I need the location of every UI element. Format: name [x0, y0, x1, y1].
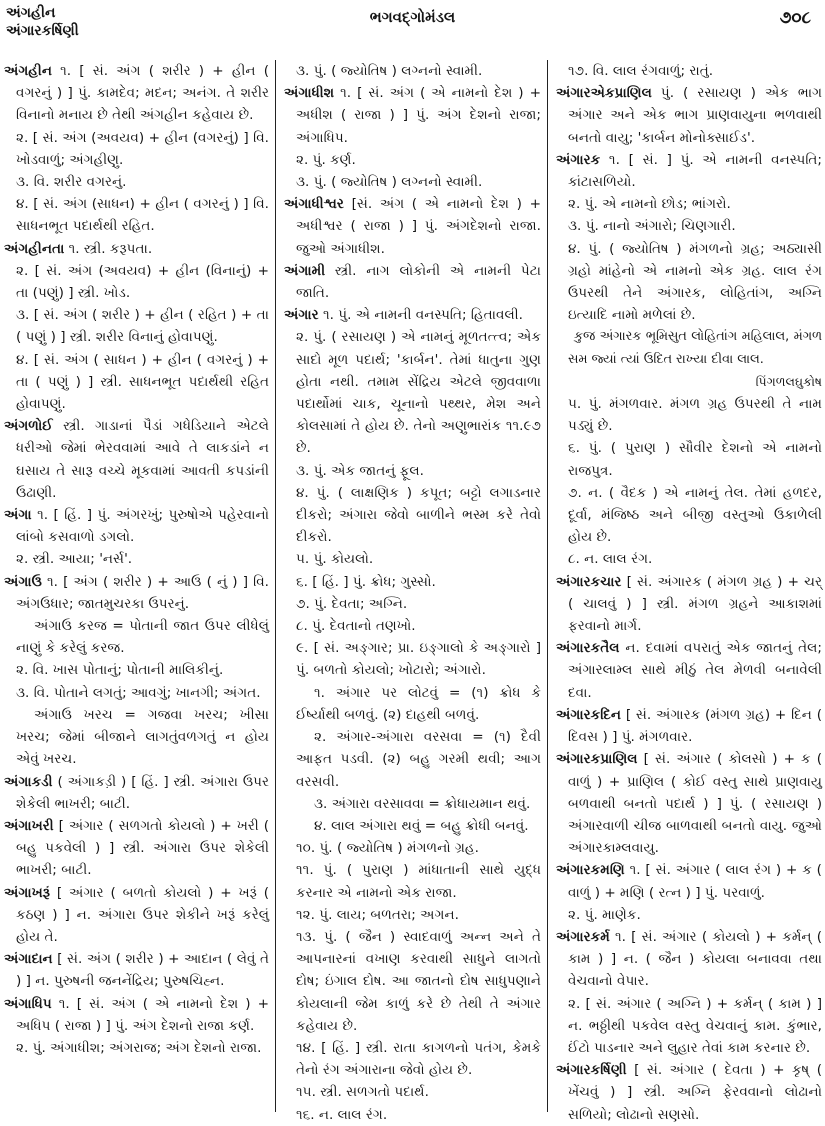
sense-definition	[4, 260, 269, 304]
definition-text: ૪. પું. ( જ્યોતિષ ) મંગળનો ગ્રહ; અઠ્યાસી ગ્રહો માંહેનો એ નામનો એક ગ્રહ. લાલ રંગ ઉપરથી તેને અંગારક, લોહિતાંગ, અગ્નિ ઇત્યાદિ નામો મળેલાં છે.	[568, 240, 822, 324]
dictionary-entry	[4, 415, 269, 504]
dictionary-entry	[4, 238, 269, 260]
sense-definition	[556, 60, 822, 82]
definition-text: ૭. પું. દેવતા; અગ્નિ.	[296, 595, 408, 612]
idiom-example	[284, 793, 541, 815]
definition-text: ( અંગાકડ઼ી ) [ હિં. ] સ્ત્રી. અંગારા ઉપર શેકેલી ભાખરી; બાટી.	[16, 773, 269, 812]
definition-text: ૪. પું. ( લાક્ષણિક ) કપૂત; બટ્ટો લગાડનાર દીકરો; અંગારા જેવો બાળીને ભસ્મ કરે તેવો દીકરો.	[296, 484, 541, 546]
dictionary-columns	[4, 60, 823, 1123]
definition-text: ૧. [ હિં. ] પું. અંગરખું; પુરુષોએ પહેરવાનો લાંબો કસવાળો ડગલો.	[16, 507, 269, 546]
definition-text: ૧૩. પું. ( જૈન ) સ્વાદવાળું અન્ન અને તે આપનારનાં વખાણ કરવાથી સાધુને લાગતો દોષ; ઇંગાલ દોષ. આ જાતનો દોષ સાધુપણાને કોયલાની જેમ કાળું કરે છે તેથી તે અંગાર કહેવાય છે.	[296, 928, 541, 1034]
headword: અંગારકમણિ	[556, 862, 625, 879]
sense-definition	[284, 571, 541, 593]
definition-text: કુજ અંગારક ભૂમિસુત લોહિતાંગ મહિલાલ, મંગળ સમ જ્યાં ત્યાં ઉદિત રાખ્યા દીવા લાલ.	[568, 329, 822, 367]
definition-text: ૪. [ સં. અંગ (સાધન) + હીન ( વગરનું ) ] વિ. સાધનભૂત પદાર્થથી રહિત.	[16, 196, 269, 235]
headword: અંગારકતૈલ	[556, 640, 620, 657]
headword: અંગાખરી	[4, 817, 54, 834]
definition-text: ૩. [ સં. અંગ ( શરીર ) + હીન ( રહિત ) + તા ( પણું ) ] સ્ત્રી. શરીર વિનાનું હોવાપણું.	[16, 307, 269, 346]
dictionary-entry	[284, 193, 541, 260]
definition-text: ૧. [ સં. અંગ ( એ નામનો દેશ ) + અધિપ ( રાજા ) ] પું. અંગ દેશનો રાજા કર્ણ.	[16, 995, 269, 1034]
definition-text: ૯. [ સં. અઙ્ગાર; પ્રા. ઇઙ્ગાલો કે અઙ્ગારો ] પું. બળતો કોયલો; ખોટારો; અંગારો.	[296, 640, 541, 679]
dictionary-entry	[556, 571, 822, 638]
quote-verse	[556, 326, 822, 370]
sense-definition	[284, 615, 541, 637]
sense-definition	[4, 682, 269, 704]
dictionary-entry	[556, 1059, 822, 1126]
sense-definition	[4, 548, 269, 570]
headword: અંગાકડી	[4, 773, 53, 790]
headword: અંગાધીશ્વર	[284, 196, 344, 213]
definition-text: ૫. પું. મંગળવાર. મંગળ ગ્રહ ઉપરથી તે નામ પડ્યું છે.	[568, 396, 822, 435]
dictionary-entry	[556, 926, 822, 993]
sense-definition	[284, 60, 541, 82]
sense-definition	[284, 904, 541, 926]
definition-text: ૧૨. પું. લાય; બળતરા; અગન.	[296, 906, 459, 923]
definition-text: ૮. ન. લાલ રંગ.	[568, 551, 653, 568]
headword: અંગાર	[284, 307, 319, 324]
dictionary-entry	[284, 82, 541, 149]
definition-text: સ્ત્રી. નાગ લોકોની એ નામની પેટા જાતિ.	[296, 262, 541, 302]
sense-definition	[4, 1037, 269, 1059]
dictionary-entry	[4, 882, 269, 949]
definition-text: ૧૦. પું. ( જ્યોતિષ ) મંગળનો ગ્રહ.	[296, 840, 479, 857]
definition-text: ૧૧. પું. ( પુરાણ ) માંધાતાની સાથે યુદ્ધ કરનાર એ નામનો એક રાજા.	[296, 862, 541, 901]
sense-definition	[284, 1104, 541, 1126]
definition-text: ૧. [ અંગ ( શરીર ) + આઉ ( નું ) ] વિ. અંગઉધાર; જાતમુચરકા ઉપરનું.	[16, 573, 269, 612]
headword: અંગારક	[556, 151, 601, 168]
dictionary-entry	[4, 815, 269, 882]
guide-word-first: અંગહીન	[6, 5, 56, 21]
dictionary-entry	[284, 304, 541, 326]
definition-text: [સં. અંગ ( એ નામનો દેશ ) + અધીશ્વર ( રાજા ) ] પું. અંગદેશનો રાજા. જુઓ અંગાધીશ.	[296, 196, 541, 257]
definition-text: [ સં. અંગારક (મંગળ ગ્રહ) + દિન ( દિવસ ) ] પું. મંગળવાર.	[568, 706, 822, 746]
headword: અંગારએકપ્રાણિલ	[556, 85, 652, 102]
headword: અંગાધિપ	[4, 995, 52, 1012]
definition-text: ૪. લાલ અંગારા થવું = બહુ ક્રોધી બનવું.	[314, 817, 529, 834]
definition-text: અંગાઉ ખરચ = ગજવા ખરચ; ખીસા ખરચ; જેમાં બીજાને લાગતુંવળગતું ન હોય એવું ખરચ.	[16, 706, 269, 768]
definition-text: ૧. [ સં. ] પું. એ નામની વનસ્પતિ; કાંટાસળિયો.	[568, 151, 822, 191]
definition-text: [ અંગાર ( સળગતો કોયલો ) + ખરી ( બહુ પકવેલી ) ] સ્ત્રી. અંગારા ઉપર શેકેલી ભાખરી; બાટી.	[16, 817, 269, 879]
definition-text: પું. ( રસાયણ ) એક ભાગ અંગાર અને એક ભાગ પ્રાણવાયુના ભળવાથી બનતો વાયુ; 'કાર્બન મોનોક્સાઈડ'.	[568, 85, 822, 146]
definition-text: [ સં. અંગાર ( દેવતા ) + કૃષ્ ( ખેંચવું ) ] સ્ત્રી. અગ્નિ ફેરવવાનો લોઢાનો સળિયો; લોઢાનો સણસો.	[568, 1062, 822, 1123]
dictionary-entry	[556, 637, 822, 704]
sense-definition	[284, 149, 541, 171]
headword: અંગળોઈ	[4, 418, 53, 435]
definition-text: ૧. [ સં. અંગ ( શરીર ) + હીન ( વગરનું ) ] પું. કામદેવ; મદન; અનંગ. તે શરીર વિનાનો મનાય છે તેથી અંગહીન કહેવાય છે.	[16, 63, 269, 124]
dictionary-entry	[4, 60, 269, 127]
sense-definition	[556, 482, 822, 549]
sense-definition	[4, 127, 269, 171]
definition-text: ૨. [ સં. અંગાર ( અગ્નિ ) + કર્મન્ ( કામ ) ] ન. ભઠ્ઠીથી પકવેલ વસ્તુ વેચવાનું કામ. કુંભાર, ઈંટો પાડનાર અને લુહાર તેવાં કામ કરનાર છે.	[568, 995, 822, 1056]
headword: અંગામી	[284, 262, 326, 279]
sense-definition	[556, 215, 822, 237]
definition-text: ન. દવામાં વપરાતું એક જાતનું તેલ; અંગારલામ્લ સાથે મીઠું તેલ મેળવી બનાવેલી દવા.	[568, 640, 822, 701]
headword: અંગારકપ્રાણિલ	[556, 751, 638, 768]
dictionary-entry	[4, 504, 269, 548]
sense-definition	[4, 659, 269, 681]
definition-text: પિંગળલઘુકોષ	[755, 373, 822, 389]
sense-definition	[284, 1081, 541, 1103]
idiom-example	[4, 704, 269, 771]
sense-definition	[284, 926, 541, 1037]
sense-definition	[284, 593, 541, 615]
definition-text: ૬. પું. ( પુરાણ ) સૌવીર દેશનો એ નામનો રાજપુત્ર.	[568, 440, 822, 479]
dictionary-entry	[556, 704, 822, 748]
definition-text: ૨. પું. અંગાધીશ; અંગરાજ; અંગ દેશનો રાજા.	[16, 1039, 262, 1056]
definition-text: ૧. સ્ત્રી. કરૂપતા.	[68, 240, 153, 257]
definition-text: ૩. વિ. શરીર વગરનું.	[16, 174, 127, 191]
headword: અંગા	[4, 507, 32, 524]
sense-definition	[4, 304, 269, 348]
definition-text: ૩. પું. એક જાતનું ફૂલ.	[296, 462, 424, 479]
sense-definition	[284, 837, 541, 859]
definition-text: ૩. પું. ( જ્યોતિષ ) લગ્નનો સ્વામી.	[296, 174, 483, 191]
definition-text: ૨. પું. માણેક.	[568, 906, 641, 923]
headword: અંગાખરૂં	[4, 884, 51, 901]
sense-definition	[284, 482, 541, 549]
column-3	[548, 60, 823, 1123]
definition-text: ૬. [ હિં. ] પું. ક્રોધ; ગુસ્સો.	[296, 573, 436, 590]
definition-text: ૩. પું. ( જ્યોતિષ ) લગ્નનો સ્વામી.	[296, 63, 483, 79]
definition-text: [ સં. અંગારક ( મંગળ ગ્રહ ) + ચર્ ( ચાલવું ) ] સ્ત્રી. મંગળ ગ્રહને આકાશમાં ફરવાનો માર્ગ.	[568, 573, 822, 635]
definition-text: ૧૫. સ્ત્રી. સળગતો પદાર્થ.	[296, 1084, 429, 1101]
sense-definition	[556, 393, 822, 437]
definition-text: ૨. પું. એ નામનો છોડ; ભાંગરો.	[568, 196, 731, 213]
definition-text: ૧૬. ન. લાલ રંગ.	[296, 1106, 388, 1123]
definition-text: ૨. [ સં. અંગ (અવયવ) + હીન (વગરનું) ] વિ. ખોડવાળું; અંગહીણુ.	[16, 129, 269, 168]
dictionary-entry	[284, 260, 541, 304]
definition-text: ૧. [ સં. અંગ ( એ નામનો દેશ ) + અધીશ ( રાજા ) ] પું. અંગ દેશનો રાજા; અંગાધિપ.	[296, 85, 541, 146]
definition-text: ૧૭. વિ. લાલ રંગવાળું; રાતું.	[568, 63, 714, 79]
dictionary-entry	[4, 571, 269, 615]
definition-text: ૨. અંગાર-અંગારા વરસવા = (૧) દૈવી આફત પડવી. (૨) બહુ ગરમી થવી; આગ વરસવી.	[296, 729, 541, 790]
sense-definition	[284, 859, 541, 903]
definition-text: ૧. [ સં. અંગાર ( લાલ રંગ ) + ક ( વાળું ) + મણિ ( રત્ન ) ] પું. પરવાળું.	[568, 862, 822, 901]
headword: અંગારકચાર	[556, 573, 622, 590]
sense-definition	[556, 548, 822, 570]
dictionary-entry	[556, 82, 822, 149]
dictionary-entry	[556, 748, 822, 859]
dictionary-entry	[4, 771, 269, 815]
headword: અંગાઉ	[4, 573, 42, 590]
definition-text: [ અંગાર ( બળતો કોયલો ) + ખરૂં ( કઠણ ) ] ન. અંગારા ઉપર શેકીને ખરૂં કરેલું હોય તે.	[16, 884, 270, 945]
definition-text: ૧. પું. એ નામની વનસ્પતિ; હિતાવલી.	[322, 307, 523, 324]
definition-text: ૫. પું. કોયલો.	[296, 551, 374, 568]
definition-text: ૨. [ સં. અંગ (અવયવ) + હીન (વિનાનું) + તા (પણું) ] સ્ત્રી. ખોડ.	[16, 262, 269, 302]
definition-text: ૨. પું. કર્ણ.	[296, 151, 356, 168]
column-2	[276, 60, 548, 1123]
dictionary-entry	[4, 948, 269, 992]
definition-text: ૭. ન. ( વૈદક ) એ નામનું તેલ. તેમાં હળદર, દૂર્વા, મંજિષ્ઠ અને બીજી વસ્તુઓ ઉકાળેલી હોય છે.	[568, 484, 822, 546]
dictionary-entry	[556, 149, 822, 193]
headword: અંગહીન	[4, 63, 52, 79]
idiom-example	[4, 615, 269, 659]
definition-text: ૩. પું. નાનો અંગારો; ચિણગારી.	[568, 218, 736, 235]
definition-text: ૨. પું. ( રસાયણ ) એ નામનું મૂળતત્ત્વ; એક સાદો મૂળ પદાર્થ; 'કાર્બન'. તેમાં ધાતુના ગુણ હોતા નથી. તમામ સેંદ્રિય એટલે જીવવાળા પદાર્થોમાં ચાક, ચૂનાનો પથ્થર, મેશ અને કોલસામાં તે હોય છે. તેનો અણુભારાંક ૧૧.૯૭ છે.	[296, 329, 541, 457]
dictionary-entry	[556, 859, 822, 903]
definition-text: ૨. સ્ત્રી. આયા; 'નર્સ'.	[16, 551, 133, 568]
sense-definition	[556, 437, 822, 481]
definition-text: અંગાઉ કરજ = પોતાની જાત ઉપર લીધેલું નાણું કે કરેલું કરજ.	[16, 618, 269, 657]
guide-word-last: અંગારકર્ષિણી	[6, 23, 79, 39]
definition-text: ૪. [ સં. અંગ ( સાધન ) + હીન ( વગરનું ) + તા ( પણું ) ] સ્ત્રી. સાધનભૂત પદાર્થથી રહિત હોવાપણું.	[16, 351, 269, 413]
idiom-example	[284, 682, 541, 726]
idiom-example	[284, 726, 541, 793]
definition-text: [ સં. અંગાર ( કોલસો ) + ક ( વાળું ) + પ્રાણિલ ( કોઈ વસ્તુ સાથે પ્રાણવાયુ બળવાથી બનતો પદાર્થ ) ] પું. ( રસાયણ ) અંગારવાળી ચીજ બાળવાથી બનતો વાયુ. જુઓ અંગારકામ્લવાયુ.	[568, 751, 823, 857]
sense-definition	[284, 326, 541, 459]
sense-definition	[4, 349, 269, 416]
definition-text: ૧. [ સં. અંગાર ( કોયલો ) + કર્મન્ ( કામ ) ] ન. ( જૈન ) કોયલા બનાવવા તથા વેચવાનો વેપાર.	[568, 928, 822, 990]
quote-source	[556, 371, 822, 393]
definition-text: ૧. અંગાર પર લોટવું = (૧) ક્રોધ કે ઈર્ષ્યાથી બળવું. (૨) દાહથી બળવું.	[296, 684, 541, 723]
headword: અંગાદાન	[4, 951, 53, 968]
headword: અંગારકર્ષિણી	[556, 1062, 627, 1079]
sense-definition	[284, 1037, 541, 1081]
definition-text: ૩. વિ. પોતાને લગતું; આવગું; ખાનગી; અંગત.	[16, 684, 261, 701]
sense-definition	[556, 904, 822, 926]
page-number: ૭૦૮	[779, 8, 811, 28]
headword: અંગારકર્મ	[556, 928, 610, 945]
idiom-example	[284, 815, 541, 837]
definition-text: સ્ત્રી. ગાડાનાં પૈડાં ગધેડિયાને એટલે ધરીઓ જેમાં ભેરવવામાં આવે તે લાકડાંને ન ઘસાય તે સારૂ વચ્ચે મૂકવામાં આવતી કપડાંની ઉઢાણી.	[16, 418, 269, 501]
definition-text: ૩. અંગારા વરસાવવા = ક્રોધાયમાન થવું.	[314, 795, 531, 812]
definition-text: ૮. પું. દેવતાનો તણખો.	[296, 618, 416, 635]
sense-definition	[4, 193, 269, 237]
page-title: ભગવદ્ગોમંડલ	[369, 8, 456, 26]
sense-definition	[556, 193, 822, 215]
headword: અંગાધીશ	[284, 85, 335, 102]
column-1	[4, 60, 276, 1112]
sense-definition	[284, 548, 541, 570]
sense-definition	[284, 637, 541, 681]
headword: અંગહીનતા	[4, 240, 65, 257]
sense-definition	[284, 171, 541, 193]
definition-text: ૨. વિ. ખાસ પોતાનું; પોતાની માલિકીનું.	[16, 662, 224, 679]
definition-text: ૧૪. [ હિં. ] સ્ત્રી. રાતા કાગળનો પતંગ, કેમકે તેનો રંગ અંગારાના જેવો હોય છે.	[296, 1039, 541, 1079]
dictionary-entry	[4, 993, 269, 1037]
sense-definition	[556, 993, 822, 1060]
sense-definition	[284, 460, 541, 482]
definition-text: [ સં. અંગ ( શરીર ) + આદાન ( લેવું તે ) ] ન. પુરુષની જનનેંદ્રિય; પુરુષચિહ્ન.	[16, 951, 269, 990]
sense-definition	[556, 238, 822, 327]
sense-definition	[4, 171, 269, 193]
headword: અંગારકદિન	[556, 706, 622, 723]
